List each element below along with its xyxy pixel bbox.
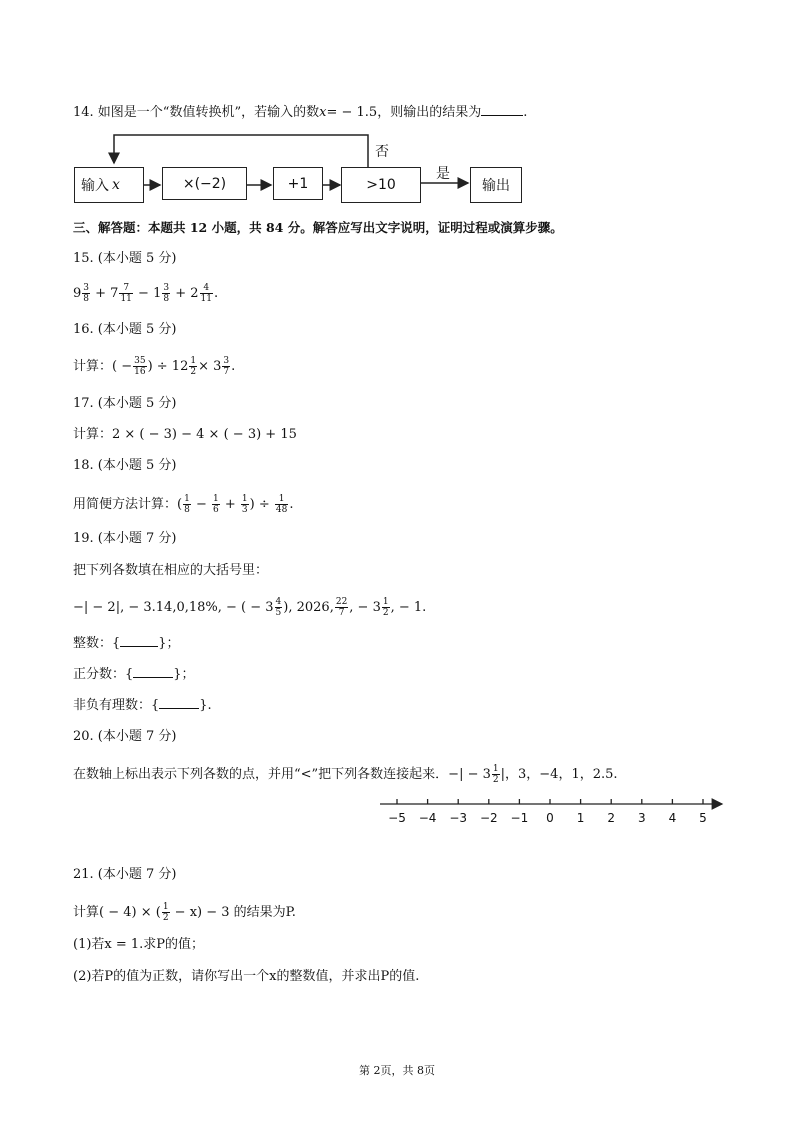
multiply-box: ×(−2): [162, 167, 247, 200]
tick-label: 3: [637, 811, 646, 825]
input-box: 输入 x: [74, 167, 144, 203]
q17-header: 17. (本小题 5 分): [73, 396, 177, 411]
q20-instruction: 在数轴上标出表示下列各数的点，并用“<”把下列各数连接起来．−| − 3 $\frac{1}{2}$ |，3，−4，1，2.5.: [73, 764, 618, 785]
add-one-box: +1: [273, 167, 323, 200]
tick-label: 5: [699, 811, 707, 825]
section-heading: 三、解答题：本题共 12 小题，共 84 分。解答应写出文字说明，证明过程或演算步骤。: [73, 220, 563, 235]
output-box: 输出: [470, 167, 522, 203]
q21-expression: 计算( − 4) × ( $\frac{1}{2}$ − x) − 3 的结果为P.: [73, 902, 296, 923]
q17-expression: 计算：2 × ( − 3) − 4 × ( − 3) + 15: [73, 427, 297, 442]
q19-instruction: 把下列各数填在相应的大括号里：: [73, 563, 269, 578]
q21-part2: (2)若P的值为正数，请你写出一个x的整数值，并求出P的值.: [73, 969, 420, 984]
q21-header: 21. (本小题 7 分): [73, 867, 177, 882]
q14-text: 14. 如图是一个“数值转换机”，若输入的数x= − 1.5，则输出的结果为 .: [73, 105, 528, 120]
condition-box: >10: [341, 167, 421, 203]
q19-nonnegative-rationals: 非负有理数：{ }.: [73, 698, 212, 713]
tick-label: 0: [546, 811, 554, 825]
q16-header: 16. (本小题 5 分): [73, 322, 177, 337]
q20-header: 20. (本小题 7 分): [73, 729, 177, 744]
q19-number-list: −| − 2|, − 3.14,0,18%, − ( − 3 $\frac{4}{5}$ ), 2026, $\frac{22}{7}$ , − 3 $\frac{1}{2}$ , − 1.: [73, 597, 427, 618]
page-footer: 第 2页，共 8页: [359, 1064, 435, 1077]
tick-label: −4: [418, 811, 437, 825]
q16-expression: 计算：( − $\frac{35}{16}$ ) ÷ 12 $\frac{1}{2}$ × 3 $\frac{3}{7}$ .: [73, 356, 236, 377]
tick-label: −2: [479, 811, 498, 825]
q15-expression: 9 $\frac{3}{8}$ + 7 $\frac{7}{11}$ − 1 $\frac{3}{8}$ + 2 $\frac{4}{11}$ .: [73, 283, 219, 304]
yes-label: 是: [436, 166, 450, 182]
tick-label: 1: [576, 811, 585, 825]
tick-label: −5: [388, 811, 406, 825]
no-label: 否: [375, 144, 389, 160]
tick-label: 2: [607, 811, 616, 825]
q15-header: 15. (本小题 5 分): [73, 251, 177, 266]
q21-part1: (1)若x = 1.求P的值；: [73, 937, 205, 952]
q19-integers: 整数：{ }；: [73, 636, 180, 651]
q18-expression: 用简便方法计算：( $\frac{1}{8}$ − $\frac{1}{6}$ + $\frac{1}{3}$ ) ÷ $\frac{1}{48}$ .: [73, 494, 294, 515]
tick-label: −1: [510, 811, 529, 825]
q19-positive-fractions: 正分数：{ }；: [73, 667, 195, 682]
tick-label: 4: [668, 811, 677, 825]
q19-header: 19. (本小题 7 分): [73, 531, 177, 546]
tick-label: −3: [449, 811, 468, 825]
q18-header: 18. (本小题 5 分): [73, 458, 177, 473]
